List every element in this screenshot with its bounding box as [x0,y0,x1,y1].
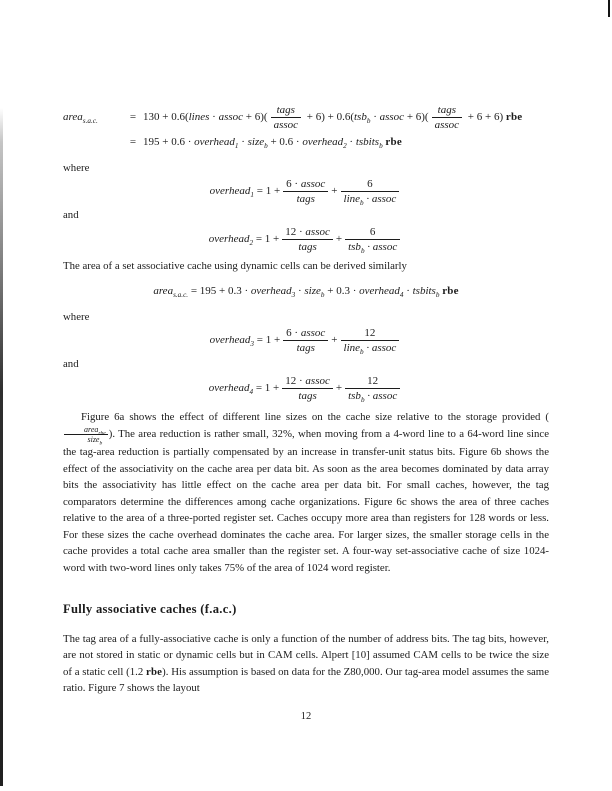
math-var: overhead$_3$ [209,334,254,349]
denominator: tsb$_b$ · assoc [345,239,400,253]
math-subscript: 3 [250,340,254,349]
fraction [341,178,400,208]
label-and-2: and [63,358,79,370]
section-heading-fully-associative: Fully associative caches (f.a.c.) [63,602,237,616]
paragraph-text: ). The area reduction is rather small, 32%, when moving from a 4-word line to a 64-word line since the tag-area reduction is partially compensated by an increase in transfer-unit status bits. Figure 6b shows the effect of the associativity on the cache area per data bit. As soon as the area becomes dominated by data array bits the associativity has little effect on the cache area per data bit. For small caches, however, the tag comparators determine the differences among cache organizations. Figure 6c shows the area of three caches relative to the area of a three-ported register set. Caches occupy more area than registers for 128 words or less. For these sizes the cache overhead dominates the cache area. For larger sizes, the smaller storage cells in the cache provides a total cache area smaller than the register set. A four-way set-associative cache of size 1024-word with two-word lines only takes 75% of the area of 1024 word register. [63,427,549,574]
math-subscript: 4 [399,291,404,300]
numerator: 12 [364,327,376,339]
fraction-area-per-size [64,425,108,447]
math-subscript: s.a.c. [82,117,98,126]
math-run: + 6) + 0.6( [304,111,354,124]
denominator: line$_b$ · assoc [341,191,400,205]
equation-overhead-4 [63,375,549,402]
numerator: 12 · assoc [285,225,330,238]
math-run: · [403,285,413,297]
math-var: overhead$_1$ [209,185,254,200]
equation-overhead-2 [63,226,549,253]
equation-overhead-3 [63,327,549,357]
denominator: tags [282,239,333,253]
denominator: assoc [271,117,301,131]
math-var: overhead$_3$ [250,285,296,300]
numerator: tags [437,104,456,116]
equation-line-1 [63,104,549,131]
math-run: + 0.6 · [267,136,303,148]
fraction [432,104,462,131]
math-subscript: 2 [343,142,347,151]
math-var: overhead$_2$ [208,232,254,247]
math-subscript: 1 [234,142,239,151]
numerator: 12 [367,374,379,387]
label-where-1: where [63,161,90,174]
math-run: + 6)( [404,111,429,124]
denominator: tags [282,388,333,402]
equation-area-sac-static [63,104,549,151]
scan-artifact-left-edge [0,108,3,786]
math-run: + 6 + 6) [465,111,506,124]
math-run: · [209,111,219,124]
math-var: overhead$_1$ [194,136,239,151]
unit-rbe: rbe [145,665,163,678]
numerator: 12 · assoc [285,374,330,387]
math-var: area [63,111,83,124]
numerator: 6 [369,225,376,238]
numerator: tags [276,104,295,116]
math-subscript: s.a.c. [173,291,189,300]
fraction [271,104,301,131]
math-subscript: b [366,117,371,126]
numerator: 6 · assoc [286,178,326,190]
label-where-2: where [63,310,90,323]
label-and-1: and [63,209,79,221]
scan-artifact-corner-mark [608,0,610,17]
math-var: size$_b$ [247,136,268,151]
math-subscript: b [320,291,325,300]
math-run: 195 + 0.6 · [143,136,195,148]
denominator: assoc [432,117,462,131]
math-var: overhead$_4$ [208,381,254,396]
math-var: assoc [218,111,244,124]
math-var: assoc [379,111,405,124]
unit-rbe: rbe [505,111,523,124]
paragraph-text: Figure 6a shows the effect of different line sizes on the cache size relative to the storage provided ( [81,410,549,423]
equation-rhs [143,104,549,131]
numerator: 6 [367,178,373,190]
math-subscript: b [435,291,440,300]
equation-overhead-1 [63,178,549,208]
fraction [282,375,333,402]
math-var: overhead$_2$ [302,136,347,151]
math-subscript: b [379,142,383,151]
math-run: + 6)( [243,111,268,124]
numerator: 6 · assoc [286,327,326,339]
math-subscript: 2 [249,238,254,247]
unit-rbe: rbe [442,285,459,297]
math-var: area$_{s.a.c.}$ [153,285,189,300]
equation-area-sac-dynamic [63,283,549,300]
math-run: = 1 + [255,381,280,394]
denominator: tags [283,191,328,205]
denominator: tsb$_b$ · assoc [345,388,400,402]
math-run: = 1 + [255,232,280,245]
fraction [341,327,400,357]
math-var: tsb$_b$ [354,111,371,126]
fraction [283,178,328,205]
equation-line-2 [63,134,549,151]
math-run: · [295,285,305,297]
fraction [345,375,400,402]
math-subscript: 4 [249,387,254,396]
math-run: + 0.3 · [324,285,360,297]
math-run: + [331,185,338,198]
math-run: = 195 + 0.3 · [188,285,251,297]
math-var: overhead$_4$ [359,285,404,300]
fraction [345,226,400,253]
paragraph-fac-intro [63,631,549,697]
text-derivation-note: The area of a set associative cache using dynamic cells can be derived similarly [63,259,407,272]
math-var: tsbits$_b$ [355,136,383,151]
math-run: + [335,381,343,394]
math-var: size$_b$ [304,285,325,300]
equation-rhs [143,134,549,151]
unit-rbe: rbe [385,136,402,148]
fraction [282,226,333,253]
math-subscript: 1 [250,191,254,200]
math-run: · [238,136,248,148]
page-content [63,104,549,697]
equation-lhs [63,109,123,126]
paragraph-figure6-discussion [63,409,549,577]
page-number: 12 [300,711,312,722]
paragraph-text: The tag area of a fully-associative cache is only a function of the number of address bits. The tag bits, however, are not stored in static or dynamic cells but in CAM cells. Alpert [10] assumed CAM cells to be twice the size of a static cell (1.2 [63,632,549,678]
math-run: · [370,111,380,124]
math-run: = 1 + [256,334,281,347]
math-var: lines [188,111,210,124]
denominator: line$_b$ · assoc [341,340,400,354]
math-subscript: b [264,142,268,151]
fraction [283,327,328,354]
math-run: 130 + 0.6( [143,111,189,124]
denominator: size$_b$ [64,434,108,444]
math-run: · [346,136,356,148]
equals-sign: = [129,136,137,148]
numerator: area$_{rbe}$ [84,425,106,437]
math-subscript: 3 [291,291,296,300]
math-run: = 1 + [256,185,281,198]
equals-sign: = [129,111,137,124]
paragraph-text: ). His assumption is based on data for the Z80,000. Our tag-area model assumes the same ratio. Figure 7 shows the layout [63,665,549,694]
math-var: tsbits$_b$ [412,285,440,300]
math-run: + [331,334,338,347]
denominator: tags [283,340,328,354]
math-run: + [335,232,343,245]
